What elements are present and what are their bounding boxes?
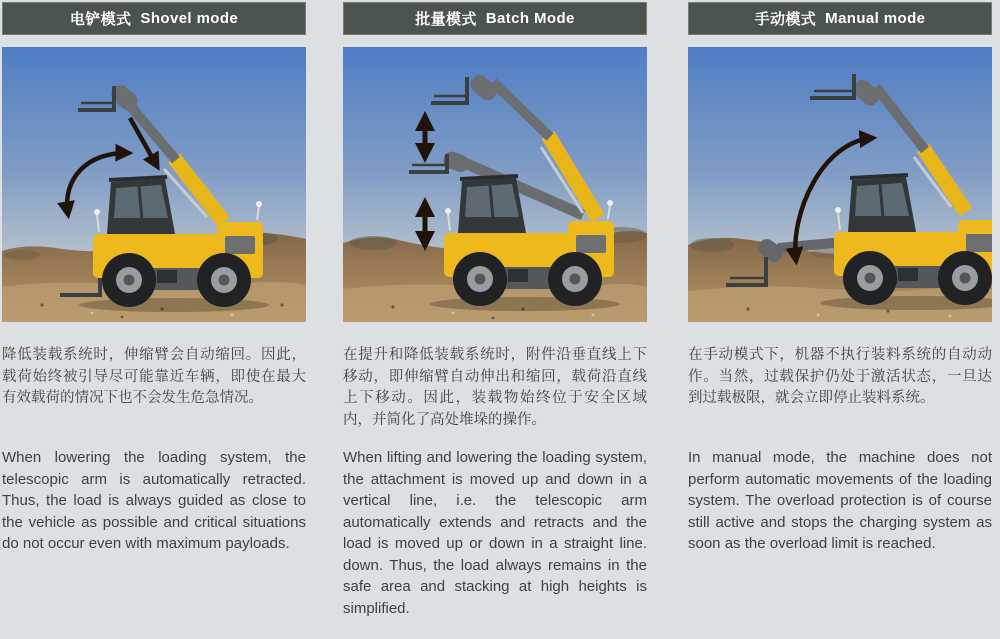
panel-header: [343, 2, 647, 35]
mode-panel-batch: [343, 2, 647, 619]
telehandler-photo-shovel: [2, 47, 306, 322]
description-en: When lowering the loading system, the telescopic arm is automatically retracted. Thus, the load is always guided as close to the vehicle as possible and critical situations do not occur even with maximum payloads.: [2, 449, 306, 552]
header-title-zh: 批量模式: [415, 11, 477, 28]
header-title-en: Batch Mode: [485, 10, 575, 27]
mode-panel-shovel: [2, 2, 306, 555]
panel-header: [2, 2, 306, 35]
description-en: In manual mode, the machine does not perform automatic movements of the loading system. The overload protection is of course still active and stops the charging system as soon as the overload limit is reached.: [688, 449, 992, 552]
mode-panel-manual: [688, 2, 992, 555]
header-title-zh: 手动模式: [754, 11, 817, 28]
description-zh: 在提升和降低装载系统时，附件沿垂直线上下移动，即伸缩臂自动伸出和缩回，载荷沿直线上下移动。因此，装载物始终位于安全区域内，并简化了高处堆垛的操作。: [343, 347, 647, 428]
telehandler-photo-batch: [343, 47, 647, 322]
description-zh: 降低装载系统时，伸缩臂会自动缩回。因此，载荷始终被引导尽可能靠近车辆，即使在最大有效载荷的情况下也不会发生危急情况。: [2, 347, 306, 406]
telehandler-photo-manual: [688, 47, 992, 322]
panel-header: [688, 2, 992, 35]
header-title-zh: 电铲模式: [69, 11, 132, 28]
description-en: When lifting and lowering the loading system, the attachment is moved up and down in a vertical line, i.e. the telescopic arm automatically extends and retracts and the load is moved up or down in a straight line. down. Thus, the load always remains in the safe area and stacking at high heights is simplified.: [343, 449, 647, 617]
description-zh: 在手动模式下，机器不执行装料系统的自动动作。当然，过载保护仍处于激活状态，一旦达到过载极限，就会立即停止装料系统。: [688, 347, 992, 406]
header-title-en: Manual mode: [825, 10, 926, 27]
header-title-en: Shovel mode: [140, 10, 239, 27]
